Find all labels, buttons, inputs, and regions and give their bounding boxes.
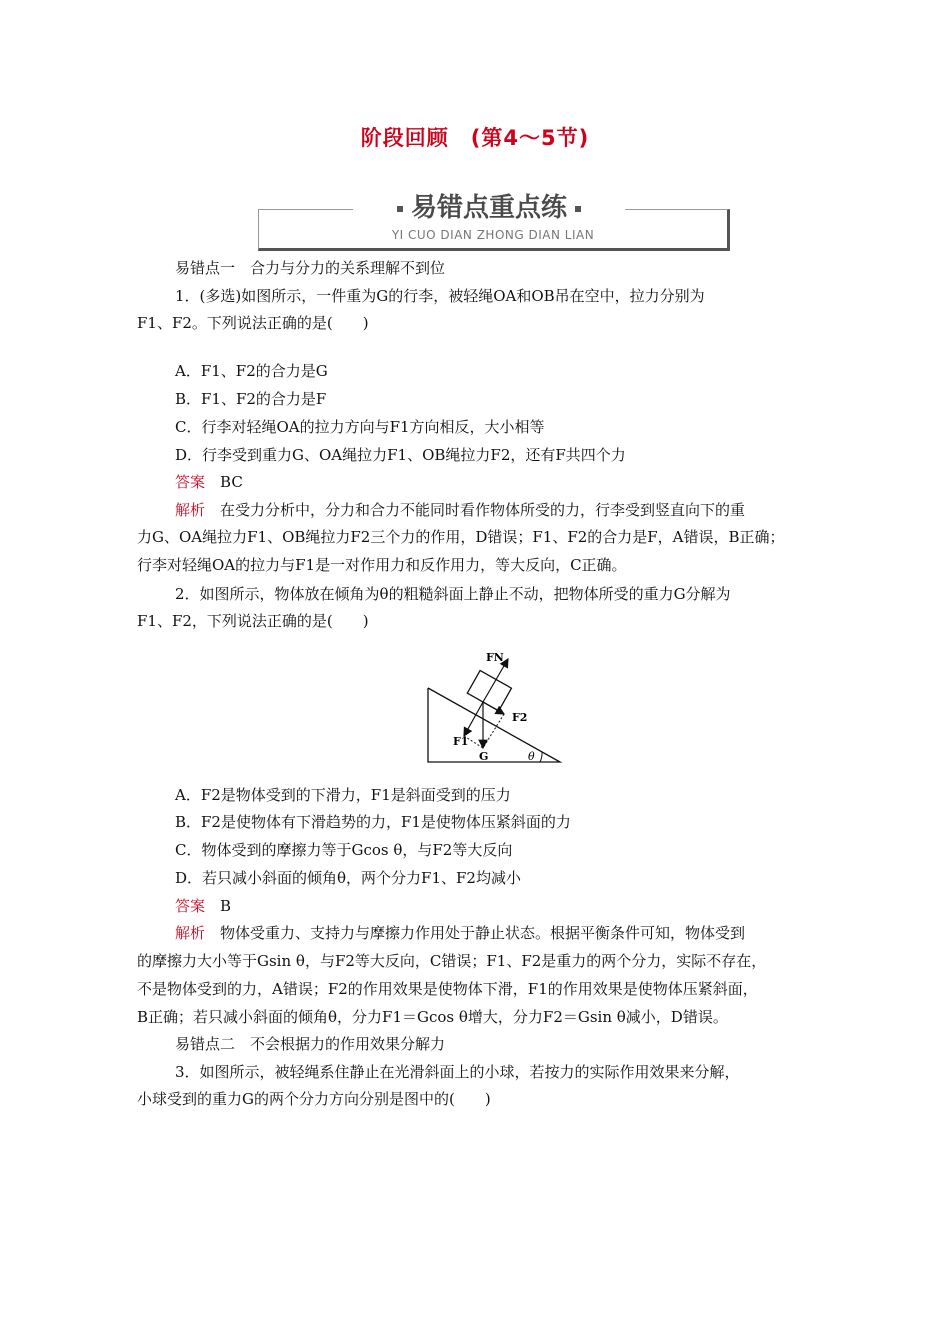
label-fn: FN [486, 651, 504, 664]
answer-value: B [220, 897, 232, 915]
q2-answer [175, 896, 231, 916]
q1-analysis-line1 [175, 500, 745, 520]
q2-option-d: D．若只减小斜面的倾角θ，两个分力F1、F2均减小 [175, 869, 521, 887]
label-theta: θ [528, 750, 535, 763]
section-heading-2: 易错点二 不会根据力的作用效果分解力 [175, 1035, 446, 1053]
q3-stem-line2: 小球受到的重力G的两个分力方向分别是图中的( ) [137, 1090, 491, 1108]
q1-option-b: B．F1、F2的合力是F [175, 390, 327, 408]
answer-label: 答案 [175, 473, 206, 491]
section-banner [258, 186, 728, 250]
f1-arrow [464, 702, 483, 736]
q1-stem-line1: 1．(多选)如图所示，一件重为G的行李，被轻绳OA和OB吊在空中，拉力分别为 [175, 287, 705, 305]
q2-stem-line1: 2．如图所示，物体放在倾角为θ的粗糙斜面上静止不动，把物体所受的重力G分解为 [175, 585, 731, 603]
analysis-text: 物体受重力、支持力与摩擦力作用处于静止状态。根据平衡条件可知，物体受到 [220, 924, 746, 942]
answer-value: BC [220, 473, 243, 491]
q1-option-d: D．行李受到重力G、OA绳拉力F1、OB绳拉力F2，还有F共四个力 [175, 446, 626, 464]
square-bullet-icon [575, 206, 581, 212]
analysis-text: 在受力分析中，分力和合力不能同时看作物体所受的力，行李受到竖直向下的重 [220, 501, 746, 519]
q1-analysis-line2: 力G、OA绳拉力F1、OB绳拉力F2三个力的作用，D错误；F1、F2的合力是F，A错误，B正确； [137, 528, 785, 546]
analysis-label: 解析 [175, 501, 206, 519]
q1-option-c: C．行李对轻绳OA的拉力方向与F1方向相反，大小相等 [175, 418, 545, 436]
q1-option-a: A．F1、F2的合力是G [175, 362, 328, 380]
analysis-label: 解析 [175, 924, 206, 942]
q2-analysis-line1 [175, 923, 745, 943]
theta-arc [540, 752, 542, 762]
label-f1: F1 [453, 735, 469, 748]
q1-answer [175, 472, 243, 492]
q2-option-c: C．物体受到的摩擦力等于Gcos θ，与F2等大反向 [175, 841, 513, 859]
banner-pinyin: YI CUO DIAN ZHONG DIAN LIAN [391, 228, 595, 242]
label-g: G [479, 750, 489, 763]
q2-analysis-line3: 不是物体受到的力，A错误；F2的作用效果是使物体下滑，F1的作用效果是使物体压紧斜面， [137, 980, 758, 998]
section-heading-1: 易错点一 合力与分力的关系理解不到位 [175, 259, 446, 277]
dash-f2 [483, 714, 504, 748]
label-f2: F2 [512, 711, 528, 724]
banner-title-wrap [353, 192, 625, 224]
banner-title: 易错点重点练 [410, 193, 567, 223]
q2-stem-line2: F1、F2，下列说法正确的是( ) [137, 612, 369, 630]
q1-analysis-line3: 行李对轻绳OA的拉力与F1是一对作用力和反作用力，等大反向，C正确。 [137, 556, 627, 574]
q2-option-a: A．F2是物体受到的下滑力，F1是斜面受到的压力 [175, 786, 511, 804]
incline-force-diagram [420, 645, 565, 775]
q2-analysis-line4: B正确；若只减小斜面的倾角θ，分力F1＝Gcos θ增大，分力F2＝Gsin θ减小，D错误。 [137, 1008, 728, 1026]
q2-option-b: B．F2是使物体有下滑趋势的力，F1是使物体压紧斜面的力 [175, 813, 571, 831]
q1-stem-line2: F1、F2。下列说法正确的是( ) [137, 314, 369, 332]
square-bullet-icon [397, 206, 403, 212]
answer-label: 答案 [175, 897, 206, 915]
q3-stem-line1: 3．如图所示，被轻绳系住静止在光滑斜面上的小球，若按力的实际作用效果来分解， [175, 1063, 740, 1081]
q2-analysis-line2: 的摩擦力大小等于Gsin θ，与F2等大反向，C错误；F1、F2是重力的两个分力，实际不存在， [137, 952, 767, 970]
page-title: 阶段回顾 (第4～5节) [360, 126, 590, 150]
